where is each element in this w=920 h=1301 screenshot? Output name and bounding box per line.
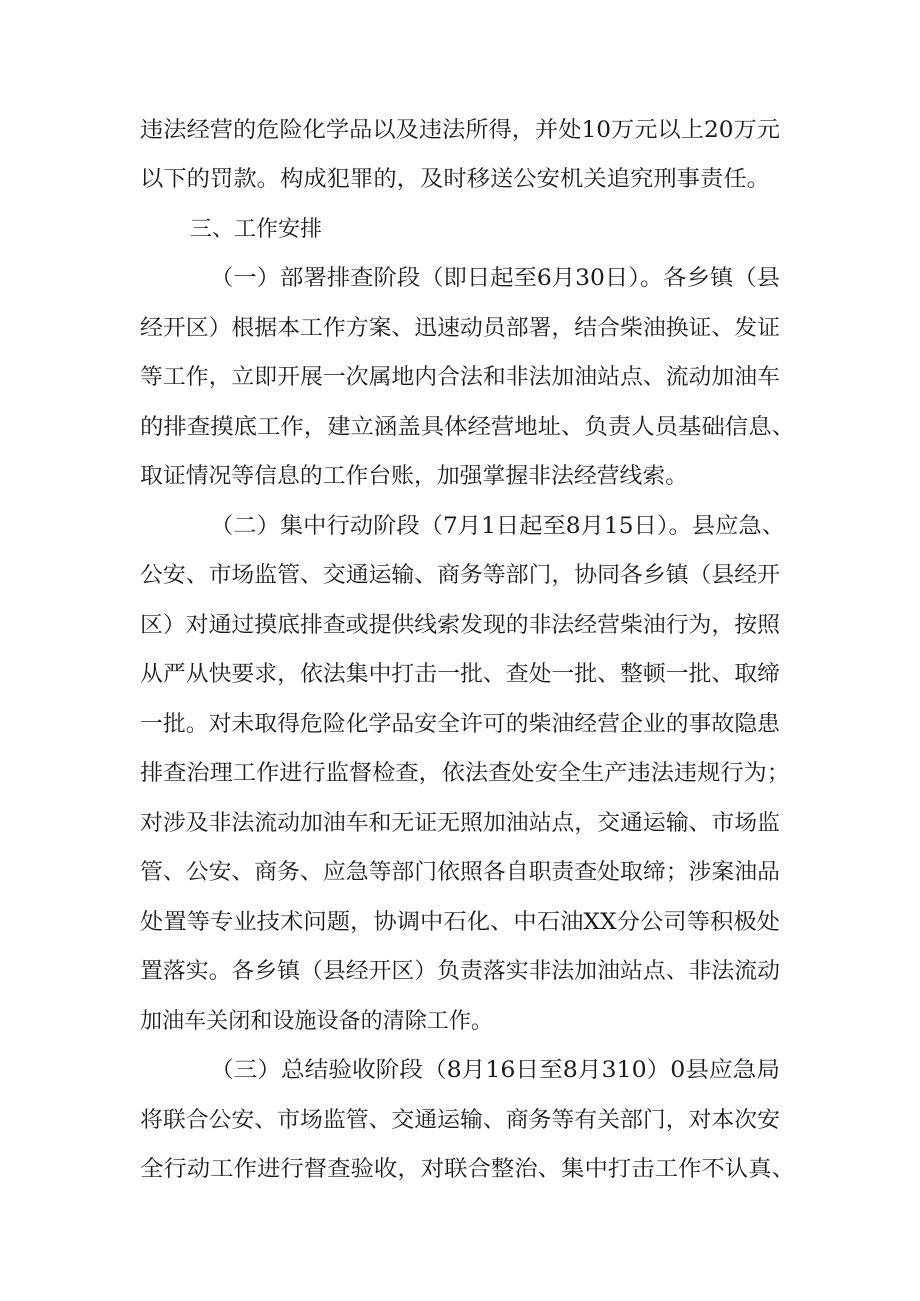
text-line-content: 全行动工作进行督查验收，对联合整治、集中打击工作不认真、 — [140, 1157, 795, 1182]
text-line — [0, 408, 920, 448]
text-line — [0, 556, 920, 596]
text-line-content: 一批。对未取得危险化学品安全许可的柴油经营企业的事故隐患 — [140, 712, 780, 737]
text-line-content: 公安、市场监管、交通运输、商务等部门，协同各乡镇（县经开 — [140, 563, 780, 588]
text-line-content: 违法经营的危险化学品以及违法所得，并处10万元以上20万元 — [140, 118, 780, 143]
text-line-content: 对涉及非法流动加油车和无证无照加油站点，交通运输、市场监 — [140, 811, 780, 836]
text-line — [0, 606, 920, 646]
text-line-content: 的排查摸底工作，建立涵盖具体经营地址、负责人员基础信息、 — [140, 415, 795, 440]
section-heading-text: 三、工作安排 — [190, 217, 323, 242]
text-line — [0, 111, 920, 151]
text-line-content: 等工作，立即开展一次属地内合法和非法加油站点、流动加油车 — [140, 365, 780, 390]
text-line — [0, 705, 920, 745]
text-line-content: 经开区）根据本工作方案、迅速动员部署，结合柴油换证、发证 — [140, 316, 780, 341]
text-line-content: 从严从快要求，依法集中打击一批、查处一批、整顿一批、取缔 — [140, 662, 780, 687]
text-line — [0, 1101, 920, 1141]
text-line-content: 管、公安、商务、应急等部门依照各自职责查处取缔；涉案油品 — [140, 860, 780, 885]
text-line-content: 区）对通过摸底排查或提供线索发现的非法经营柴油行为，按照 — [140, 613, 780, 638]
text-line — [0, 259, 920, 299]
text-line-content: 置落实。各乡镇（县经开区）负责落实非法加油站点、非法流动 — [140, 959, 780, 984]
section-heading — [0, 210, 920, 250]
text-line-content: 处置等专业技术问题，协调中石化、中石油XX分公司等积极处 — [140, 910, 780, 935]
text-line — [0, 903, 920, 943]
text-line-content: （三）总结验收阶段（8月16日至8月310）0县应急局 — [210, 1058, 780, 1083]
text-line-content: 排查治理工作进行监督检查，依法查处安全生产违法违规行为； — [140, 761, 790, 786]
text-line — [0, 1002, 920, 1042]
text-line-content: 取证情况等信息的工作台账，加强掌握非法经营线索。 — [140, 464, 688, 489]
text-line-content: 以下的罚款。构成犯罪的，及时移送公安机关追究刑事责任。 — [140, 167, 770, 192]
text-line — [0, 1150, 920, 1190]
text-line — [0, 655, 920, 695]
text-line — [0, 804, 920, 844]
text-line-content: 加油车关闭和设施设备的清除工作。 — [140, 1009, 493, 1034]
text-line — [0, 754, 920, 794]
text-line-content: （二）集中行动阶段（7月1日起至8月15日）。县应急、 — [210, 514, 785, 539]
text-line — [0, 952, 920, 992]
text-line-content: （一）部署排查阶段（即日起至6月30日）。各乡镇（县 — [210, 266, 780, 291]
text-line — [0, 358, 920, 398]
text-line — [0, 309, 920, 349]
text-line — [0, 853, 920, 893]
text-line — [0, 160, 920, 200]
text-line — [0, 457, 920, 497]
text-line — [0, 507, 920, 547]
text-line-content: 将联合公安、市场监管、交通运输、商务等有关部门，对本次安 — [140, 1108, 780, 1133]
text-line — [0, 1051, 920, 1091]
